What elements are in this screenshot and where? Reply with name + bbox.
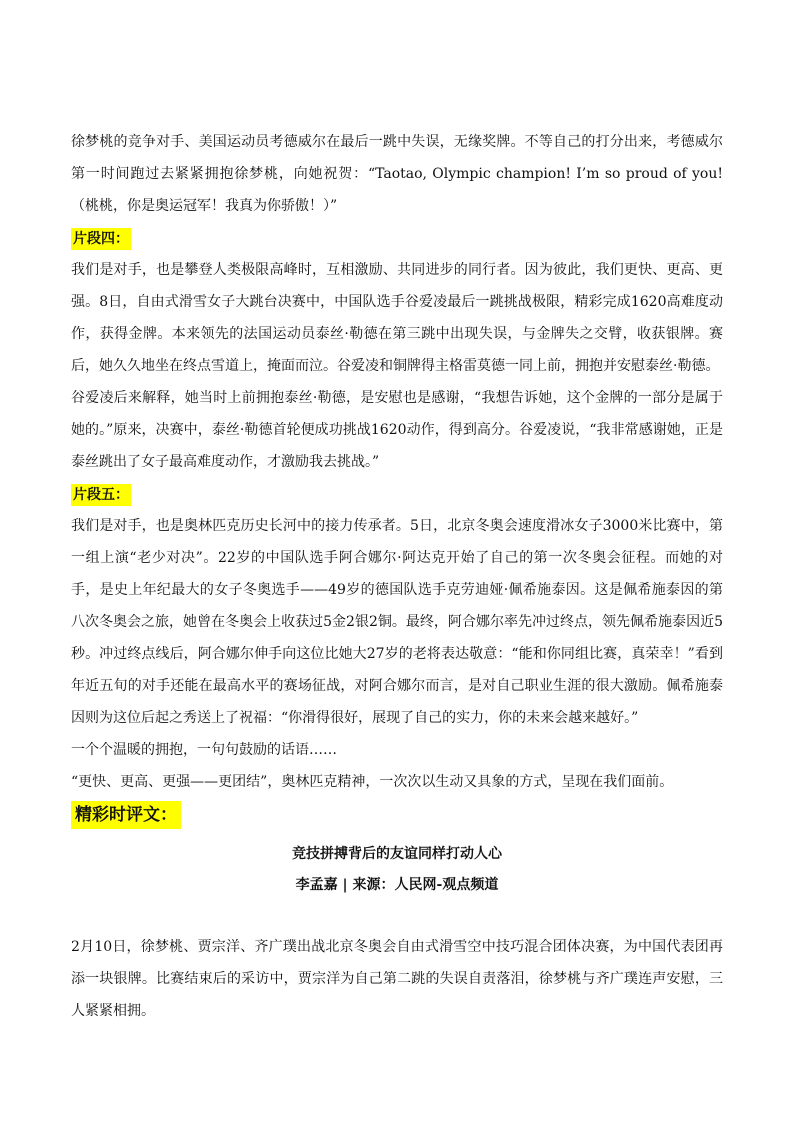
segment-four-paragraph-1: 我们是对手，也是攀登人类极限高峰时，互相激励、共同进步的同行者。因为彼此，我们更快、更高、更强。8日，自由式滑雪女子大跳台决赛中，中国队选手谷爱凌最后一跳挑战极限，精彩完成1620高难度动作，获得金牌。本来领先的法国运动员泰丝·勒德在第三跳中出现失误，与金牌失之交臂，收获银牌。赛后，她久久地坐在终点雪道上，掩面而泣。谷爱凌和铜牌得主格雷莫德一同上前，拥抱并安慰泰丝·勒德。 bbox=[71, 262, 723, 374]
article-title: 竞技拼搏背后的友谊同样打动人心 bbox=[292, 846, 502, 862]
article-body bbox=[71, 931, 723, 1027]
segment-four-heading bbox=[71, 222, 723, 254]
article-byline: 李孟嘉 | 来源：人民网-观点频道 bbox=[295, 877, 499, 893]
segment-five-heading bbox=[71, 478, 723, 510]
segment-four-paragraph-2: 谷爱凌后来解释，她当时上前拥抱泰丝·勒德，是安慰也是感谢，“我想告诉她，这个金牌的一部分是属于她的。”原来，决赛中，泰丝·勒德首轮便成功挑战1620动作，得到高分。谷爱凌说，“我非常感谢她，正是泰丝跳出了女子最高难度动作，才激励我去挑战。” bbox=[71, 390, 723, 470]
segment-five-paragraph-1: 我们是对手，也是奥林匹克历史长河中的接力传承者。5日，北京冬奥会速度滑冰女子3000米比赛中，第一组上演“老少对决”。22岁的中国队选手阿合娜尔·阿达克开始了自己的第一次冬奥会征程。而她的对手，是史上年纪最大的女子冬奥选手——49岁的德国队选手克劳迪娅·佩希施泰因。这是佩希施泰因的第八次冬奥会之旅，她曾在冬奥会上收获过5金2银2铜。最终，阿合娜尔率先冲过终点，领先佩希施泰因近5秒。冲过终点线后，阿合娜尔伸手向这位比她大27岁的老将表达敬意：“能和你同组比赛，真荣幸！”看到年近五旬的对手还能在最高水平的赛场征战，对阿合娜尔而言，是对自己职业生涯的很大激励。佩希施泰因则为这位后起之秀送上了祝福：“你滑得很好，展现了自己的实力，你的未来会越来越好。” bbox=[71, 518, 723, 726]
segment-five-paragraph-2: 一个个温暖的拥抱，一句句鼓励的话语…… bbox=[71, 742, 337, 758]
segment-five-paragraph-3: “更快、更高、更强——更团结”，奥林匹克精神，一次次以生动又具象的方式，呈现在我们面前。 bbox=[71, 774, 674, 790]
segment-five-label: 片段五： bbox=[71, 484, 131, 506]
article-paragraph-1: 2月10日，徐梦桃、贾宗洋、齐广璞出战北京冬奥会自由式滑雪空中技巧混合团体决赛，为中国代表团再添一块银牌。比赛结束后的采访中，贾宗洋为自己第二跳的失误自责落泪，徐梦桃与齐广璞连声安慰，三人紧紧相拥。 bbox=[71, 939, 723, 1019]
segment-four-label: 片段四： bbox=[71, 228, 131, 250]
main-text bbox=[71, 126, 723, 798]
review-section-heading: 精彩时评文： bbox=[71, 801, 181, 829]
paragraph-intro: 徐梦桃的竞争对手、美国运动员考德威尔在最后一跳中失误，无缘奖牌。不等自己的打分出来，考德威尔第一时间跑过去紧紧拥抱徐梦桃，向她祝贺：“Taotao, Olympic champion! I’m so proud of you!（桃桃，你是奥运冠军！我真为你骄傲！）” bbox=[71, 134, 723, 214]
